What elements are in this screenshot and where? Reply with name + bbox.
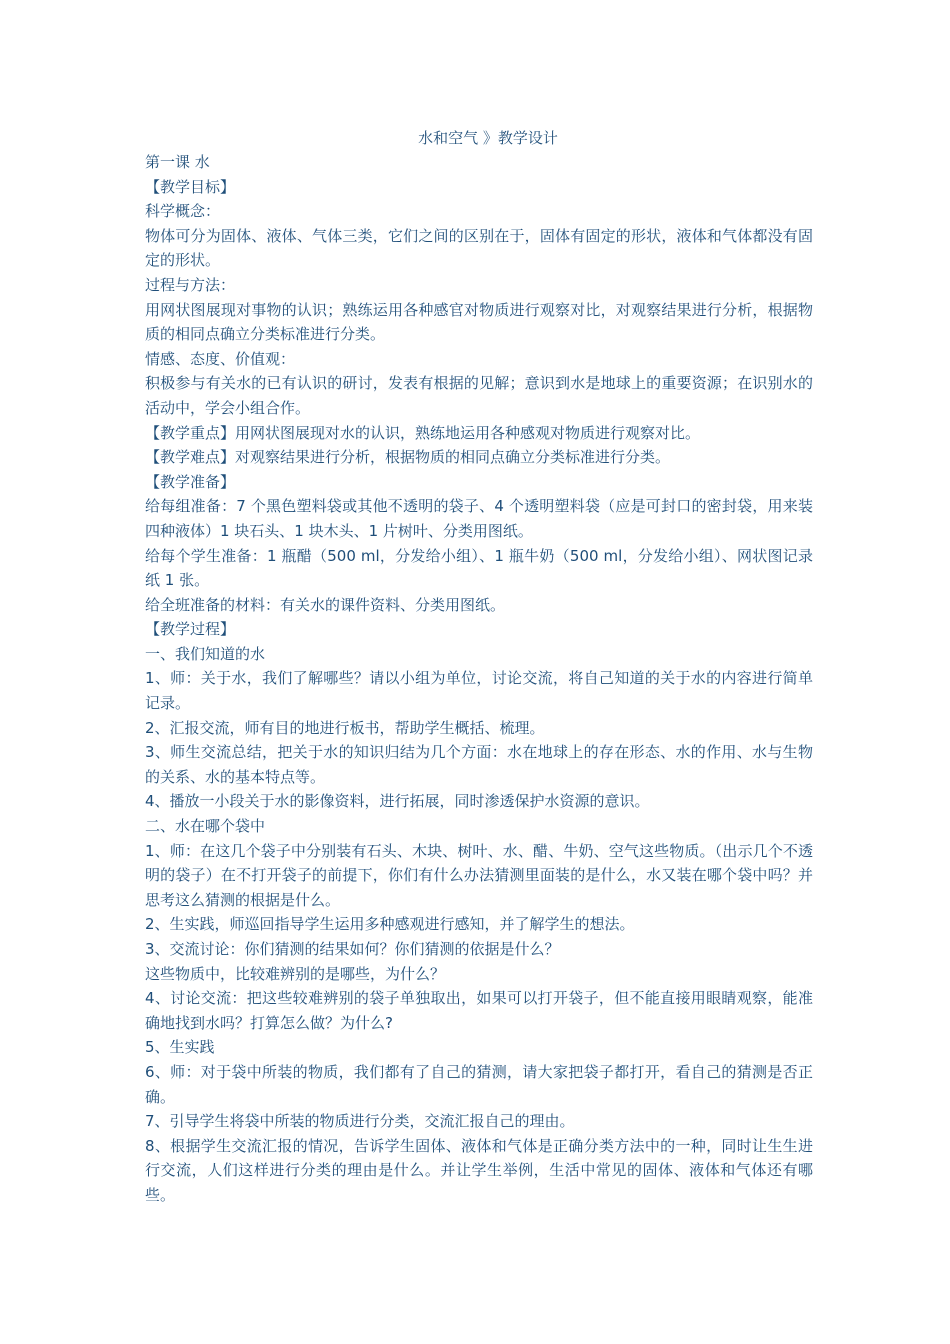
paragraph-student-preparation: 给每个学生准备：1 瓶醋（500 ml，分发给小组）、1 瓶牛奶（500 ml，分发给小组）、网状图记录纸 1 张。 [145,546,813,590]
paragraph-preparation-heading: 【教学准备】 [145,472,236,491]
paragraph-group-preparation: 给每组准备：7 个黑色塑料袋或其他不透明的袋子、4 个透明塑料袋（应是可封口的密封袋，用来装四种液体）1 块石头、1 块木头、1 片树叶、分类用图纸。 [145,497,813,540]
paragraph-class-preparation: 给全班准备的材料：有关水的课件资料、分类用图纸。 [145,595,506,614]
paragraph-section-two-step-3-followup: 这些物质中，比较难辨别的是哪些，为什么？ [145,964,446,983]
paragraph-section-one-step-2: 2、汇报交流，师有目的地进行板书，帮助学生概括、梳理。 [145,718,545,737]
paragraph-section-one-step-4: 4、播放一小段关于水的影像资料，进行拓展，同时渗透保护水资源的意识。 [145,792,650,811]
document-body [145,126,813,1208]
paragraph-lesson-heading: 第一课 水 [145,153,210,171]
paragraph-section-one-step-1: 1、师：关于水，我们了解哪些？请以小组为单位，讨论交流，将自己知道的关于水的内容进行简单记录。 [145,669,813,713]
paragraph-section-one-step-3: 3、师生交流总结，把关于水的知识归结为几个方面：水在地球上的存在形态、水的作用、水与生物的关系、水的基本特点等。 [145,743,813,786]
paragraph-section-two-heading: 二、水在哪个袋中 [145,817,266,836]
paragraph-section-two-step-6: 6、师：对于袋中所装的物质，我们都有了自己的猜测，请大家把袋子都打开，看自己的猜测是否正确。 [145,1062,813,1106]
paragraph-process-method: 用网状图展现对事物的认识；熟练运用各种感官对物质进行观察对比，对观察结果进行分析，根据物质的相同点确立分类标准进行分类。 [145,300,813,344]
paragraph-process-method-label: 过程与方法： [145,275,236,294]
paragraph-section-two-step-3: 3、交流讨论：你们猜测的结果如何？你们猜测的依据是什么？ [145,940,560,958]
paragraph-values: 积极参与有关水的已有认识的研讨，发表有根据的见解；意识到水是地球上的重要资源；在识别水的活动中，学会小组合作。 [145,374,813,417]
paragraph-science-concept-label: 科学概念： [145,202,221,221]
paragraph-section-two-step-2: 2、生实践，师巡回指导学生运用多种感观进行感知，并了解学生的想法。 [145,915,635,934]
paragraph-key-point: 【教学重点】用网状图展现对水的认识，熟练地运用各种感观对物质进行观察对比。 [145,423,701,442]
paragraph-objectives-heading: 【教学目标】 [145,177,236,196]
paragraph-section-two-step-8: 8、根据学生交流汇报的情况，告诉学生固体、液体和气体是正确分类方法中的一种，同时让生生进行交流，人们这样进行分类的理由是什么。并让学生举例，生活中常见的固体、液体和气体还有哪些。 [145,1136,813,1204]
paragraph-science-concept: 物体可分为固体、液体、气体三类，它们之间的区别在于，固体有固定的形状，液体和气体都没有固定的形状。 [145,226,813,270]
paragraph-section-two-step-5: 5、生实践 [145,1038,215,1057]
paragraph-section-two-step-1: 1、师：在这几个袋子中分别装有石头、木块、树叶、水、醋、牛奶、空气这些物质。（出示几个不透明的袋子）在不打开袋子的前提下，你们有什么办法猜测里面装的是什么，水又装在哪个袋中吗？并思考这么猜测的根据是什么。 [145,841,813,909]
paragraph-section-two-step-4: 4、讨论交流：把这些较难辨别的袋子单独取出，如果可以打开袋子，但不能直接用眼睛观察，能准确地找到水吗？打算怎么做？为什么? [145,989,813,1032]
paragraph-section-one-heading: 一、我们知道的水 [145,644,266,663]
paragraph-section-two-step-7: 7、引导学生将袋中所装的物质进行分类，交流汇报自己的理由。 [145,1112,575,1131]
paragraph-difficult-point: 【教学难点】对观察结果进行分析，根据物质的相同点确立分类标准进行分类。 [145,448,671,467]
paragraph-values-label: 情感、态度、价值观： [145,349,296,368]
document-title: 水和空气 》教学设计 [418,129,558,147]
paragraph-process-heading: 【教学过程】 [145,620,236,639]
